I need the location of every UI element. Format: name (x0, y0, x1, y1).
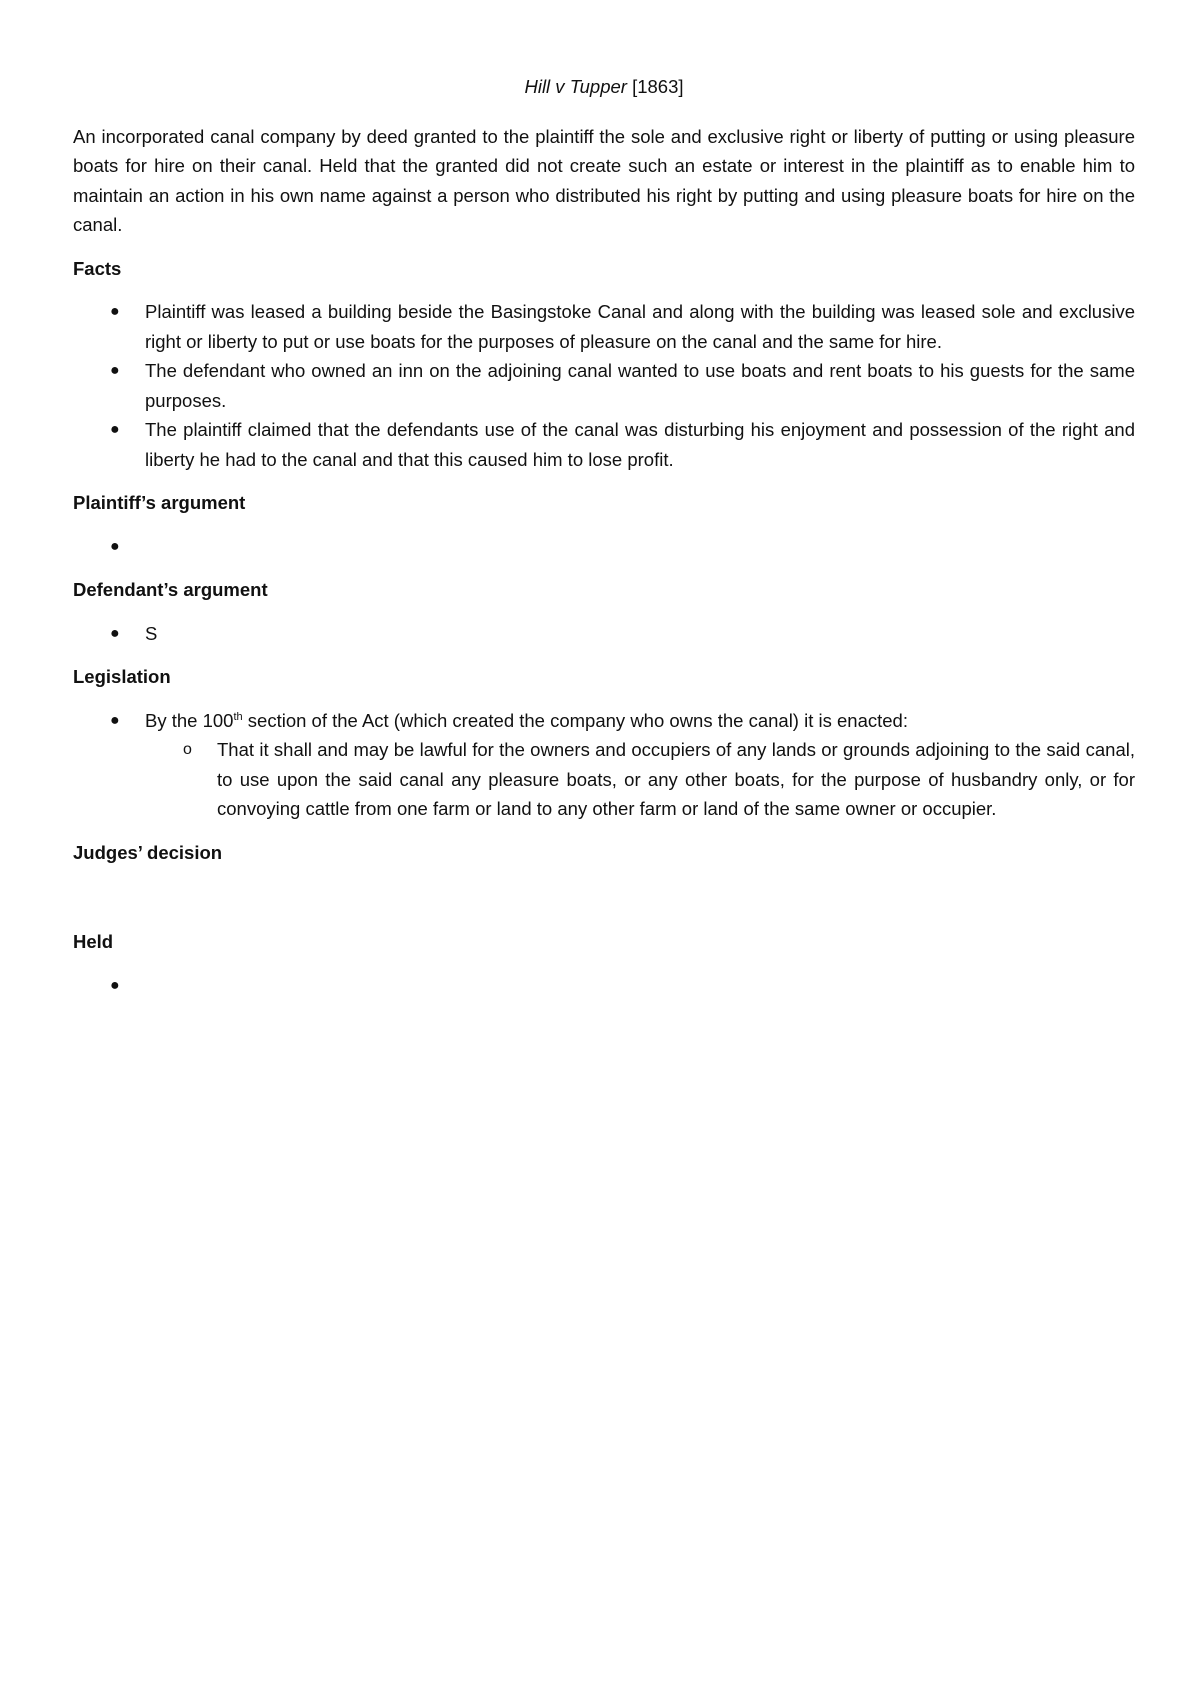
argument-text: S (145, 622, 158, 644)
list-item (73, 971, 1135, 1001)
bullet-icon: ● (110, 303, 120, 320)
legislation-text (145, 710, 908, 731)
ordinal-suffix: th (233, 710, 243, 723)
list-item (73, 619, 1135, 649)
case-name: Hill v Tupper (524, 76, 627, 97)
bullet-icon: ● (110, 711, 120, 729)
blank-space (73, 881, 1135, 927)
sub-list-item (145, 735, 1135, 824)
hollow-bullet-icon: o (183, 741, 192, 758)
legislation-list (73, 706, 1135, 824)
defendant-argument-heading: Defendant’s argument (73, 579, 268, 600)
document-page (73, 72, 1135, 1014)
list-item (73, 297, 1135, 356)
facts-heading: Facts (73, 257, 122, 279)
fact-text: The plaintiff claimed that the defendants use of the canal was disturbing his enjoyment and possession of the right and liberty he had to the canal and that this caused him to lose profit. (145, 419, 1135, 470)
document-title (73, 72, 1135, 102)
legislation-text-end: section of the Act (which created the company who owns the canal) it is enacted: (242, 709, 908, 731)
case-year: [1863] (632, 76, 684, 97)
case-summary: An incorporated canal company by deed granted to the plaintiff the sole and exclusive right or liberty of putting or using pleasure boats for hire on their canal. Held that the granted did not create such an estate or interest in the plaintiff as to enable him to maintain an action in his own name against a person who distributed his right by putting and using pleasure boats for hire on the canal. (73, 125, 1135, 235)
judges-decision-heading: Judges’ decision (73, 841, 223, 863)
list-item (73, 532, 1135, 562)
bullet-icon: ● (110, 362, 120, 379)
legislation-text-start: By the 100 (145, 709, 234, 731)
held-heading: Held (73, 931, 114, 952)
facts-list (73, 297, 1135, 474)
list-item (73, 706, 1135, 824)
list-item (73, 415, 1135, 474)
list-item (73, 356, 1135, 415)
fact-text: The defendant who owned an inn on the adjoining canal wanted to use boats and rent boats to his guests for the same purposes. (145, 360, 1135, 411)
legislation-sublist (145, 735, 1135, 824)
enactment-text: That it shall and may be lawful for the owners and occupiers of any lands or grounds adjoining to the said canal, to use upon the said canal any pleasure boats, or any other boats, for the purpose of husbandry only, or for convoying cattle from one farm or land to any other farm or land of the same owner or occupier. (217, 739, 1135, 819)
bullet-icon: ● (110, 976, 120, 994)
bullet-icon: ● (110, 624, 120, 642)
bullet-icon: ● (110, 421, 120, 438)
legislation-heading: Legislation (73, 666, 171, 687)
held-list (73, 971, 1135, 1001)
fact-text: Plaintiff was leased a building beside the Basingstoke Canal and along with the building was leased sole and exclusive right or liberty to put or use boats for the purposes of pleasure on the canal and the same for hire. (145, 301, 1135, 352)
defendant-argument-list (73, 619, 1135, 649)
plaintiff-argument-list (73, 532, 1135, 562)
plaintiff-argument-heading: Plaintiff’s argument (73, 492, 246, 513)
bullet-icon: ● (110, 537, 120, 555)
